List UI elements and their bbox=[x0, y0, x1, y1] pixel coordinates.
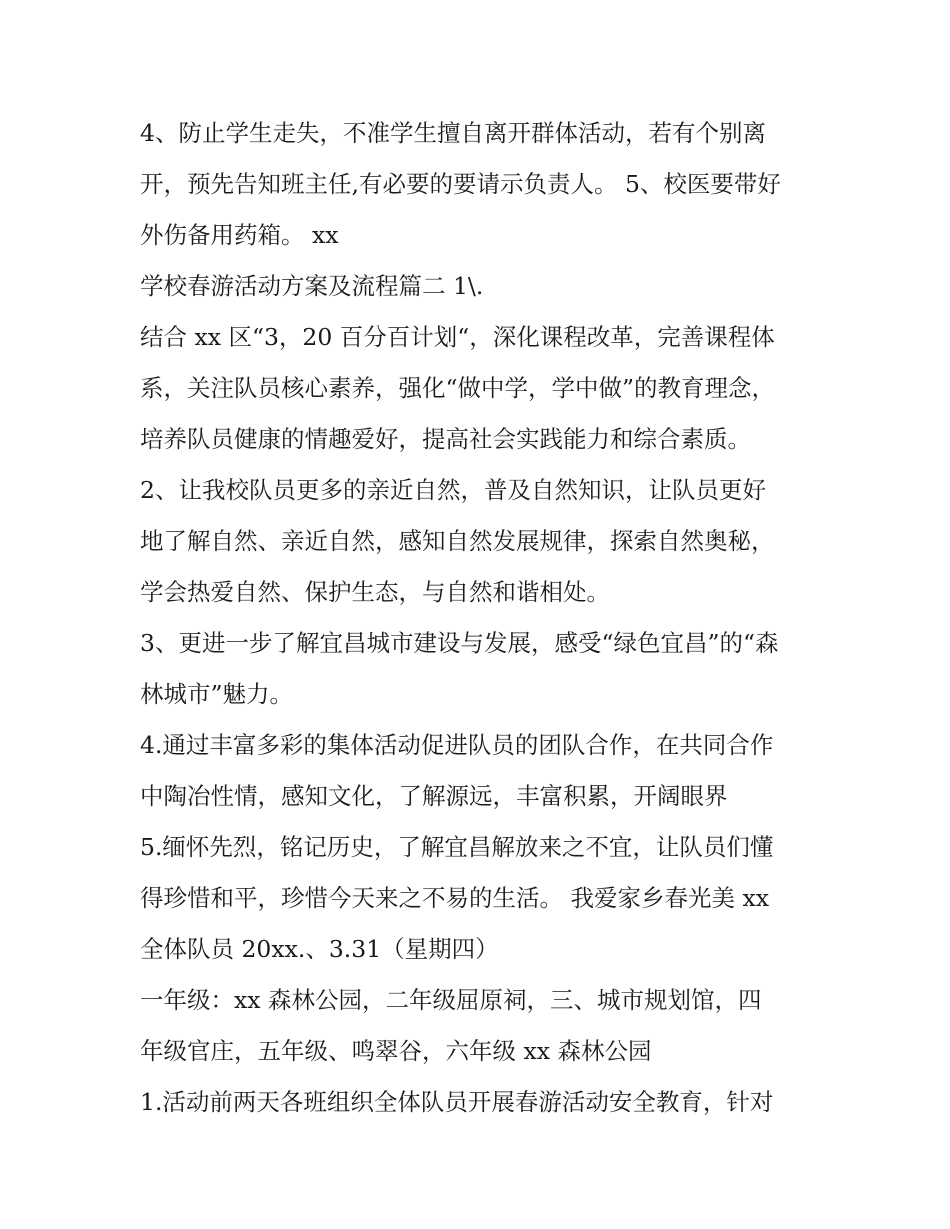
section-heading: 学校春游活动方案及流程篇二 1\. bbox=[140, 272, 484, 300]
text-line: 结合 xx 区“3，20 百分百计划“，深化课程改革，完善课程体 bbox=[140, 323, 775, 351]
text-line: 2、让我校队员更多的亲近自然，普及自然知识，让队员更好 bbox=[140, 476, 766, 504]
text-line: 1.活动前两天各班组织全体队员开展春游活动安全教育，针对 bbox=[140, 1088, 774, 1116]
text-line: 开，预先告知班主任,有必要的要请示负责人。 5、校医要带好 bbox=[140, 170, 781, 198]
text-line: 4.通过丰富多彩的集体活动促进队员的团队合作，在共同合作 bbox=[140, 731, 774, 759]
text-line: 4、防止学生走失，不准学生擅自离开群体活动，若有个别离 bbox=[140, 119, 766, 147]
text-line: 系，关注队员核心素养，强化“做中学，学中做”的教育理念， bbox=[140, 374, 776, 402]
text-line: 3、更进一步了解宜昌城市建设与发展，感受“绿色宜昌”的“森 bbox=[140, 629, 779, 657]
text-line: 中陶冶性情，感知文化，了解源远，丰富积累，开阔眼界 bbox=[140, 782, 728, 810]
text-line: 5.缅怀先烈，铭记历史，了解宜昌解放来之不宜，让队员们懂 bbox=[140, 833, 774, 861]
text-line: 得珍惜和平，珍惜今天来之不易的生活。 我爱家乡春光美 xx bbox=[140, 884, 769, 912]
text-line: 全体队员 20xx.、3.31（星期四） bbox=[140, 935, 499, 963]
text-line: 培养队员健康的情趣爱好，提高社会实践能力和综合素质。 bbox=[140, 425, 751, 453]
text-line: 学会热爱自然、保护生态，与自然和谐相处。 bbox=[140, 578, 610, 606]
text-line: 林城市”魅力。 bbox=[140, 680, 294, 708]
document-body bbox=[140, 108, 820, 1128]
text-line: 一年级：xx 森林公园，二年级屈原祠，三、城市规划馆，四 bbox=[140, 986, 762, 1014]
text-line: 年级官庄，五年级、鸣翠谷，六年级 xx 森林公园 bbox=[140, 1037, 652, 1065]
text-line: 外伤备用药箱。 xx bbox=[140, 221, 339, 249]
text-line: 地了解自然、亲近自然，感知自然发展规律，探索自然奥秘， bbox=[140, 527, 775, 555]
